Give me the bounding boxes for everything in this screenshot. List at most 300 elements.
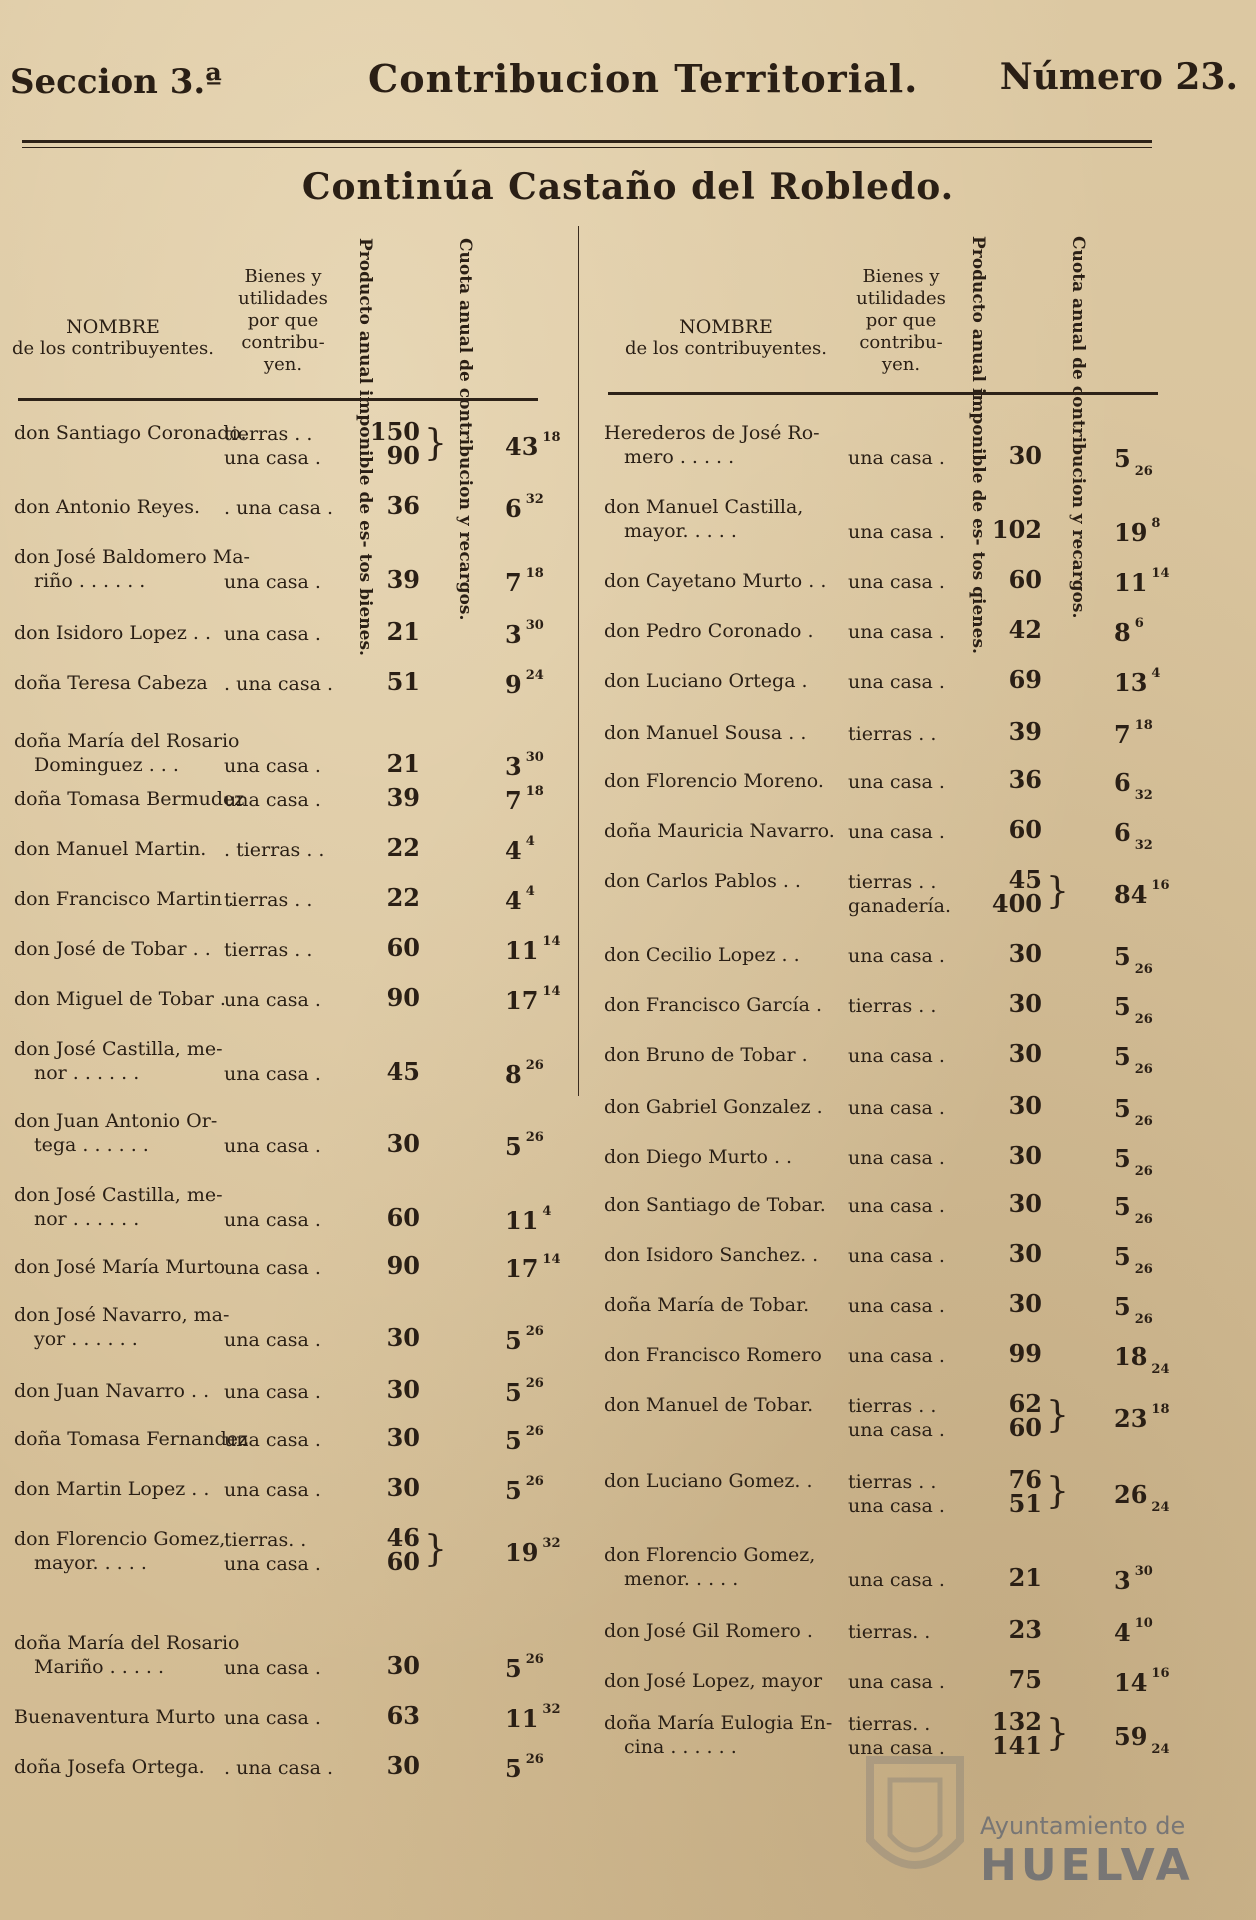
bienes-header-right [846,266,956,376]
contributor-name: don Juan Antonio Or- [14,1110,218,1132]
annual-quota [1114,818,1153,853]
name-header-right-line2: de los contribuyentes. [625,338,827,359]
property-type: una casa . [848,771,945,793]
property-type: una casa . [848,1671,945,1693]
taxable-product: 76 [1008,1465,1042,1494]
name-header-left [8,316,218,360]
property-type: una casa . [224,1553,321,1575]
quota-integer: 4 [1114,1618,1131,1647]
header-rule [22,140,1152,143]
annual-quota [1114,720,1153,749]
brace-mark: } [1046,1471,1069,1512]
quota-integer: 5 [1114,1094,1131,1123]
quota-integer: 84 [1114,880,1148,909]
contributor-name: doña Mauricia Navarro. [604,820,835,842]
property-type: una casa . [848,945,945,967]
bienes-header-line: por que [247,310,319,331]
quota-integer: 5 [1114,1144,1131,1173]
producto-header-right: Producto anual imponible de es- tos qienes. [968,236,988,654]
contributor-name: Mariño . . . . . [34,1656,165,1678]
quota-fraction: 24 [525,668,544,683]
taxable-product: 30 [386,1751,420,1780]
taxable-product: 30 [1008,1039,1042,1068]
annual-quota [1114,880,1170,909]
taxable-product: 39 [386,783,420,812]
quota-fraction: 4 [525,884,535,899]
quota-fraction: 24 [1151,1500,1170,1515]
property-type: una casa . [848,1195,945,1217]
taxable-product: 75 [1008,1665,1042,1694]
taxable-product: 62 [1008,1389,1042,1418]
quota-fraction: 16 [1151,1666,1170,1681]
cuota-header-left: Cuota anual de contribucion y recargos. [455,238,475,621]
contributor-name: don Francisco García . [604,994,823,1016]
property-type: una casa . [224,1707,321,1729]
property-type: una casa . [224,1657,321,1679]
contributor-name: doña María de Tobar. [604,1294,810,1316]
taxable-product: 150 [369,417,420,446]
bienes-header-line: yen. [263,354,303,375]
taxable-product: 60 [1008,815,1042,844]
bienes-header-line: contribu- [859,332,943,353]
contributor-name: don José Navarro, ma- [14,1304,230,1326]
property-type: una casa . [224,571,321,593]
property-type: una casa . [848,1569,945,1591]
bienes-header-line: contribu- [241,332,325,353]
quota-integer: 5 [1114,942,1131,971]
property-type: una casa . [848,1295,945,1317]
quota-fraction: 14 [542,984,561,999]
taxable-product: 69 [1008,665,1042,694]
property-type: una casa . [224,1479,321,1501]
contributor-name: don Luciano Ortega . [604,670,808,692]
quota-fraction: 26 [1134,1262,1153,1277]
taxable-product: 30 [1008,1189,1042,1218]
taxable-product: 23 [1008,1615,1042,1644]
quota-integer: 7 [505,786,522,815]
section-label: Seccion 3.ª [10,62,222,102]
quota-fraction: 10 [1134,1616,1153,1631]
quota-fraction: 32 [542,1702,561,1717]
quota-fraction: 30 [525,750,544,765]
annual-quota [1114,1242,1153,1277]
name-header-right-line1: NOMBRE [679,316,773,338]
taxable-product: 30 [386,1129,420,1158]
property-type: una casa . [224,989,321,1011]
taxable-product: 21 [386,749,420,778]
brace-mark: } [1046,871,1069,912]
annual-quota [1114,1144,1153,1179]
quota-fraction: 26 [1134,464,1153,479]
quota-fraction: 30 [1134,1564,1153,1579]
brace-mark: } [1046,1713,1069,1754]
property-type: tierras . . [848,723,937,745]
contributor-name: don Isidoro Sanchez. . [604,1244,819,1266]
contributor-name: tega . . . . . . [34,1134,149,1156]
quota-integer: 5 [505,1476,522,1505]
property-type: una casa . [224,755,321,777]
quota-fraction: 26 [525,1652,544,1667]
contributor-name: riño . . . . . . [34,570,146,592]
table-row [0,1544,1256,1604]
quota-integer: 5 [505,1326,522,1355]
quota-integer: 5 [505,1426,522,1455]
quota-integer: 5 [1114,992,1131,1021]
property-type: una casa . [848,521,945,543]
quota-integer: 5 [1114,1292,1131,1321]
contributor-name: don José Baldomero Ma- [14,546,250,568]
quota-integer: 19 [1114,518,1148,547]
producto-header-left: Producto anual imponible de es- tos bienes. [355,238,375,656]
contributor-name: doña Teresa Cabeza [14,672,208,694]
taxable-product: 36 [386,491,420,520]
taxable-product: 90 [386,441,420,470]
taxable-product: 22 [386,883,420,912]
property-type: una casa . [848,447,945,469]
quota-fraction: 26 [525,1324,544,1339]
quota-integer: 18 [1114,1342,1148,1371]
bienes-header-line: Bienes y [862,266,940,287]
taxable-product: 60 [386,1547,420,1576]
taxable-product: 36 [1008,765,1042,794]
quota-fraction: 14 [542,1252,561,1267]
contributor-name: doña María del Rosario [14,1632,240,1654]
quota-fraction: 18 [525,566,544,581]
contributor-name: Herederos de José Ro- [604,422,820,444]
quota-integer: 8 [1114,618,1131,647]
annual-quota [1114,1668,1170,1697]
page-subtitle: Continúa Castaño del Robledo. [301,166,955,208]
quota-integer: 7 [505,568,522,597]
quota-fraction: 26 [1134,1062,1153,1077]
taxable-product: 60 [386,1203,420,1232]
annual-quota [1114,1094,1153,1129]
property-type: una casa . [224,447,321,469]
property-type: tierras . . [224,889,313,911]
header-rule-left [18,398,538,401]
bienes-header-line: por que [865,310,937,331]
taxable-product: 30 [386,1423,420,1452]
annual-quota [1114,568,1170,597]
table-row [0,417,1256,482]
taxable-product: 46 [386,1523,420,1552]
contributor-name: don José Castilla, me- [14,1184,223,1206]
contributor-name: don Manuel de Tobar. [604,1394,814,1416]
header-rule-thin [22,147,1152,148]
taxable-product: 22 [386,833,420,862]
contributor-name: don Isidoro Lopez . . [14,622,212,644]
bienes-header-line: utilidades [238,288,328,309]
taxable-product: 63 [386,1701,420,1730]
contributor-name: don Cayetano Murto . . [604,570,827,592]
quota-integer: 5 [1114,1192,1131,1221]
taxable-product: 90 [386,983,420,1012]
taxable-product: 39 [1008,717,1042,746]
quota-fraction: 18 [525,784,544,799]
property-type: tierras . . [848,871,937,893]
property-type: una casa . [224,1329,321,1351]
taxable-product: 400 [991,889,1042,918]
contributor-name: don Santiago de Tobar. [604,1194,826,1216]
quota-integer: 5 [505,1754,522,1783]
contributor-name: don Florencio Gomez, [604,1544,816,1566]
contributor-name: don Manuel Martin. [14,838,207,860]
contributor-name: nor . . . . . . [34,1062,140,1084]
taxable-product: 30 [386,1651,420,1680]
contributor-name: don Manuel Castilla, [604,496,804,518]
taxable-product: 21 [386,617,420,646]
contributor-name: don Luciano Gomez. . [604,1470,813,1492]
annual-quota [1114,1404,1170,1433]
property-type: tierras . . [848,1395,937,1417]
quota-integer: 5 [1114,1242,1131,1271]
taxable-product: 102 [991,515,1042,544]
name-header-left-line2: de los contribuyentes. [12,338,214,359]
contributor-name: nor . . . . . . [34,1208,140,1230]
contributor-name: don Florencio Moreno. [604,770,824,792]
property-type: una casa . [224,1135,321,1157]
annual-quota [1114,1342,1170,1377]
property-type: tierras. . [848,1621,931,1643]
property-type: una casa . [848,671,945,693]
quota-fraction: 32 [1134,788,1153,803]
quota-integer: 4 [505,886,522,915]
quota-fraction: 24 [1151,1362,1170,1377]
contributor-name: don Santiago Coronado. [14,422,247,444]
property-type: tierras. . [848,1713,931,1735]
quota-fraction: 32 [1134,838,1153,853]
taxable-product: 132 [991,1707,1042,1736]
quota-fraction: 26 [1134,1312,1153,1327]
header-rule-right [608,392,1158,395]
quota-integer: 11 [505,1704,539,1733]
property-type: una casa . [848,821,945,843]
property-type: . una casa . [224,1757,334,1779]
annual-quota [1114,1618,1153,1647]
contributor-name: mayor. . . . . [624,520,737,542]
property-type: una casa . [848,1419,945,1441]
quota-fraction: 24 [1151,1742,1170,1757]
quota-integer: 6 [1114,768,1131,797]
taxable-product: 30 [1008,1289,1042,1318]
taxable-product: 21 [1008,1563,1042,1592]
quota-integer: 3 [1114,1566,1131,1595]
taxable-product: 42 [1008,615,1042,644]
property-type: tierras. . [224,1529,307,1551]
quota-fraction: 26 [1134,1114,1153,1129]
property-type: una casa . [848,1097,945,1119]
quota-integer: 5 [1114,444,1131,473]
taxable-product: 60 [386,933,420,962]
property-type: una casa . [848,621,945,643]
contributor-name: doña María Eulogia En- [604,1712,833,1734]
bienes-header-line: yen. [881,354,921,375]
property-type: una casa . [224,1381,321,1403]
taxable-product: 60 [1008,565,1042,594]
quota-integer: 5 [1114,1042,1131,1071]
taxable-product: 30 [1008,1239,1042,1268]
quota-integer: 43 [505,432,539,461]
property-type: una casa . [224,1063,321,1085]
watermark-line1: Ayuntamiento de [980,1812,1186,1840]
quota-integer: 5 [505,1378,522,1407]
property-type: una casa . [224,623,321,645]
annual-quota [1114,1042,1153,1077]
quota-fraction: 18 [1151,1402,1170,1417]
quota-integer: 8 [505,1060,522,1089]
quota-fraction: 4 [525,834,535,849]
taxable-product: 60 [1008,1413,1042,1442]
name-header-right [606,316,846,360]
page-header [10,56,1246,112]
property-type: tierras . . [848,995,937,1017]
property-type: . una casa . [224,497,334,519]
quota-fraction: 32 [525,492,544,507]
taxable-product: 30 [386,1323,420,1352]
property-type: una casa . [224,789,321,811]
taxable-product: 30 [386,1375,420,1404]
quota-integer: 3 [505,620,522,649]
contributor-name: doña Tomasa Fernandez [14,1428,248,1450]
cuota-header-right: Cuota anual de contribucion y recargos. [1068,236,1088,619]
quota-integer: 9 [505,670,522,699]
quota-fraction: 26 [525,1130,544,1145]
quota-integer: 11 [1114,568,1148,597]
taxable-product: 30 [1008,939,1042,968]
quota-fraction: 26 [1134,1012,1153,1027]
quota-integer: 3 [505,752,522,781]
annual-quota [1114,1292,1153,1327]
taxable-product: 90 [386,1251,420,1280]
contributor-name: don Gabriel Gonzalez . [604,1096,823,1118]
quota-fraction: 8 [1151,516,1161,531]
contributor-name: Dominguez . . . [34,754,179,776]
quota-fraction: 14 [1151,566,1170,581]
contributor-name: don José Lopez, mayor [604,1670,823,1692]
watermark-line2: HUELVA [980,1840,1194,1891]
quota-fraction: 16 [1151,878,1170,893]
quota-integer: 11 [505,1206,539,1235]
quota-fraction: 26 [1134,962,1153,977]
table-row [0,865,1256,930]
annual-quota [1114,1480,1170,1515]
annual-quota [1114,668,1160,697]
annual-quota [1114,444,1153,479]
quota-integer: 23 [1114,1404,1148,1433]
contributor-name: Buenaventura Murto [14,1706,216,1728]
quota-fraction: 26 [525,1424,544,1439]
quota-integer: 13 [1114,668,1148,697]
property-type: una casa . [848,1245,945,1267]
taxable-product: 51 [386,667,420,696]
taxable-product: 141 [991,1731,1042,1760]
property-type: ganadería. [848,895,951,917]
taxable-product: 30 [1008,1141,1042,1170]
contributor-name: don Diego Murto . . [604,1146,793,1168]
contributor-name: don Martin Lopez . . [14,1478,210,1500]
taxable-product: 30 [1008,989,1042,1018]
quota-integer: 6 [1114,818,1131,847]
quota-fraction: 26 [1134,1212,1153,1227]
property-type: una casa . [848,1345,945,1367]
annual-quota [1114,768,1153,803]
property-type: una casa . [224,1209,321,1231]
bienes-header-line: Bienes y [244,266,322,287]
quota-integer: 5 [505,1654,522,1683]
property-type: tierras . . [224,939,313,961]
quota-fraction: 18 [542,430,561,445]
contributor-name: don Miguel de Tobar . [14,988,226,1010]
quota-fraction: 26 [1134,1164,1153,1179]
property-type: una casa . [848,571,945,593]
brace-mark: } [424,1529,447,1570]
property-type: tierras . . [224,423,313,445]
table-row [0,491,1256,556]
taxable-product: 30 [1008,1091,1042,1120]
taxable-product: 99 [1008,1339,1042,1368]
contributor-name: doña María del Rosario [14,730,240,752]
property-type: una casa . [848,1147,945,1169]
taxable-product: 30 [1008,441,1042,470]
property-type: . tierras . . [224,839,325,861]
brace-mark: } [1046,1395,1069,1436]
annual-quota [1114,942,1153,977]
quota-fraction: 30 [525,618,544,633]
contributor-name: cina . . . . . . [624,1736,737,1758]
contributor-name: don Francisco Romero [604,1344,822,1366]
property-type: una casa . [848,1495,945,1517]
contributor-name: doña Tomasa Bermudez [14,788,245,810]
property-type: una casa . [224,1257,321,1279]
contributor-name: don Pedro Coronado . [604,620,814,642]
annual-quota [1114,1192,1153,1227]
contributor-name: don José Gil Romero . [604,1620,813,1642]
quota-integer: 59 [1114,1722,1148,1751]
taxable-product: 45 [386,1057,420,1086]
property-type: tierras . . [848,1471,937,1493]
contributor-name: don José de Tobar . . [14,938,211,960]
quota-integer: 26 [1114,1480,1148,1509]
contributor-name: mero . . . . . [624,446,735,468]
contributor-name: don Carlos Pablos . . [604,870,801,892]
taxable-product: 39 [386,565,420,594]
quota-fraction: 6 [1134,616,1144,631]
quota-fraction: 26 [525,1058,544,1073]
table-row [0,1039,1256,1104]
taxable-product: 45 [1008,865,1042,894]
quota-integer: 7 [1114,720,1131,749]
quota-integer: 4 [505,836,522,865]
annual-quota [1114,518,1160,547]
quota-integer: 17 [505,1254,539,1283]
quota-fraction: 26 [525,1376,544,1391]
contributor-name: don José María Murto [14,1256,226,1278]
annual-quota [1114,992,1153,1027]
quota-integer: 5 [505,1132,522,1161]
taxable-product: 51 [1008,1489,1042,1518]
header-title: Contribucion Territorial. [368,56,919,101]
property-type: una casa . [848,1045,945,1067]
quota-integer: 17 [505,986,539,1015]
bienes-header-line: utilidades [856,288,946,309]
contributor-name: don Antonio Reyes. [14,496,201,518]
contributor-name: don Juan Navarro . . [14,1380,210,1402]
quota-fraction: 26 [525,1752,544,1767]
property-type: una casa . [224,1429,321,1451]
quota-fraction: 14 [542,934,561,949]
quota-fraction: 4 [1151,666,1161,681]
annual-quota [1114,618,1144,647]
